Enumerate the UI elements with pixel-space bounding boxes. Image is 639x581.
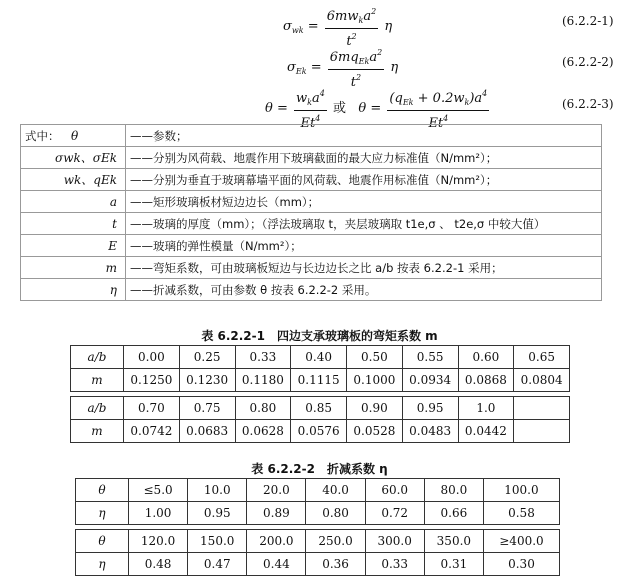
table-cell: 0.0934 — [402, 369, 458, 392]
table-cell: 150.0 — [188, 530, 247, 553]
table-cell: 0.0683 — [179, 420, 235, 443]
eq3-num2-mid: + 0.2w — [413, 91, 465, 106]
row-header: m — [71, 369, 124, 392]
definition-row — [21, 213, 602, 235]
definition-description: ——矩形玻璃板材短边边长（mm）； — [126, 191, 602, 213]
eq1-fraction — [325, 4, 378, 49]
definition-symbol — [21, 125, 126, 147]
table-row — [76, 502, 560, 525]
eq2-num-tail: a — [369, 50, 378, 65]
table-cell: 0.70 — [124, 397, 180, 420]
eq1-lhs-sub: wk — [291, 26, 304, 35]
equation-2-label: (6.2.2-2) — [562, 55, 614, 69]
equation-3: θ = $\frac{w_ka^4}{Et^4}$ 或 θ = $\frac{(q_{Ek} + 0.2w_k)a^4}{Et^4}$ — [265, 86, 491, 131]
eq1-num: 6mw — [326, 9, 359, 24]
eq3-lhs-2: θ — [358, 101, 367, 116]
definition-description: ——参数； — [126, 125, 602, 147]
table-cell: 300.0 — [365, 530, 424, 553]
table-cell: 0.48 — [129, 553, 188, 576]
eq3-num1-sub: k — [307, 98, 312, 107]
table-row — [71, 369, 570, 392]
table-cell: 0.1180 — [235, 369, 291, 392]
table-cell: 0.44 — [247, 553, 306, 576]
definition-symbol: wk、qEk — [21, 169, 126, 191]
table-cell: 0.40 — [291, 346, 347, 369]
row-header: a/b — [71, 346, 124, 369]
definition-row — [21, 191, 602, 213]
table-cell: 200.0 — [247, 530, 306, 553]
table-cell: 0.75 — [179, 397, 235, 420]
eq3-num2-sup: 4 — [482, 89, 488, 98]
eq2-num: 6mq — [329, 50, 359, 65]
table-cell: 40.0 — [306, 479, 365, 502]
equation-1-label: (6.2.2-1) — [562, 14, 614, 28]
definition-symbol-text: θ — [70, 128, 79, 143]
table-cell: 0.80 — [235, 397, 291, 420]
table-cell: 0.60 — [458, 346, 514, 369]
table-cell: 0.25 — [179, 346, 235, 369]
definition-symbol: m — [21, 257, 126, 279]
table-cell: 20.0 — [247, 479, 306, 502]
table-cell: 0.0804 — [514, 369, 570, 392]
table2 — [75, 478, 560, 576]
table-cell: 0.0528 — [347, 420, 403, 443]
row-header: η — [76, 502, 129, 525]
table-cell: 0.0576 — [291, 420, 347, 443]
table-cell: 0.00 — [124, 346, 180, 369]
table-row — [76, 530, 560, 553]
table-row — [76, 553, 560, 576]
table-cell: 0.0442 — [458, 420, 514, 443]
table-cell: 0.95 — [402, 397, 458, 420]
eq3-num1: w — [296, 91, 308, 106]
row-header: m — [71, 420, 124, 443]
definition-symbol: E — [21, 235, 126, 257]
definition-symbol: t — [21, 213, 126, 235]
table-cell: 0.89 — [247, 502, 306, 525]
eq3-num1-sup: 4 — [319, 89, 325, 98]
definition-row — [21, 147, 602, 169]
eq2-tail: η — [390, 60, 399, 75]
eq3-den2-sup: 4 — [443, 114, 449, 123]
table-cell: 10.0 — [188, 479, 247, 502]
eq1-num-sup: 2 — [371, 7, 377, 16]
eq2-lhs: σ — [287, 60, 296, 75]
eq2-num-sup: 2 — [377, 48, 383, 57]
eq1-den: t — [346, 34, 352, 49]
table-cell: 0.0628 — [235, 420, 291, 443]
table-cell: ≤5.0 — [129, 479, 188, 502]
definition-description: ——分别为风荷载、地震作用下玻璃截面的最大应力标准值（N/mm²）； — [126, 147, 602, 169]
eq2-den-sup: 2 — [356, 73, 362, 82]
table-cell: 0.31 — [424, 553, 483, 576]
table-cell: 0.90 — [347, 397, 403, 420]
row-header: η — [76, 553, 129, 576]
eq1-den-sup: 2 — [351, 32, 357, 41]
eq2-fraction — [328, 45, 384, 90]
table-cell: 0.72 — [365, 502, 424, 525]
table-cell: 0.66 — [424, 502, 483, 525]
eq2-lhs-sub: Ek — [295, 67, 307, 76]
equation-3-label: (6.2.2-3) — [562, 97, 614, 111]
table-cell: 0.0483 — [402, 420, 458, 443]
definition-row — [21, 279, 602, 301]
eq3-num2-sub2: k — [464, 98, 470, 107]
table-cell — [514, 397, 570, 420]
eq3-num1-tail: a — [312, 91, 320, 106]
table-cell: ≥400.0 — [483, 530, 559, 553]
table-cell — [514, 420, 570, 443]
table-row — [76, 479, 560, 502]
table-cell: 0.65 — [514, 346, 570, 369]
table-cell: 0.33 — [235, 346, 291, 369]
table-cell: 0.95 — [188, 502, 247, 525]
eq1-lhs: σ — [283, 19, 292, 34]
definition-description: ——分别为垂直于玻璃幕墙平面的风荷载、地震作用标准值（N/mm²）； — [126, 169, 602, 191]
table-row — [71, 420, 570, 443]
eq1-num-tail: a — [363, 9, 372, 24]
row-header: θ — [76, 479, 129, 502]
eq3-den1: Et — [300, 116, 316, 131]
table2-caption: 表 6.2.2-2 折减系数 η — [251, 462, 388, 476]
table-row — [71, 397, 570, 420]
table-cell: 250.0 — [306, 530, 365, 553]
table-cell: 0.47 — [188, 553, 247, 576]
definition-description: ——玻璃的厚度（mm）；（浮法玻璃取 t，夹层玻璃取 t1e,σ 、 t2e,σ 中较大值） — [126, 213, 602, 235]
table-cell: 0.85 — [291, 397, 347, 420]
definition-description: ——玻璃的弹性模量（N/mm²）； — [126, 235, 602, 257]
eq3-num2: (q — [389, 91, 403, 106]
eq3-den2: Et — [428, 116, 444, 131]
table-cell: 0.1250 — [124, 369, 180, 392]
table-cell: 100.0 — [483, 479, 559, 502]
eq3-num2-sub: Ek — [402, 98, 414, 107]
eq3-lhs: θ — [265, 101, 273, 116]
table-cell: 0.50 — [347, 346, 403, 369]
table-cell: 0.33 — [365, 553, 424, 576]
table-cell: 1.00 — [129, 502, 188, 525]
table-cell: 120.0 — [129, 530, 188, 553]
row-header: a/b — [71, 397, 124, 420]
definition-symbol: a — [21, 191, 126, 213]
table-cell: 0.30 — [483, 553, 559, 576]
definition-row — [21, 235, 602, 257]
table-cell: 0.55 — [402, 346, 458, 369]
table1-caption: 表 6.2.2-1 四边支承玻璃板的弯矩系数 m — [201, 329, 438, 343]
eq3-den1-sup: 4 — [315, 114, 321, 123]
equation-2: $\sigma_{Ek}$ = $\frac{6mq_{Ek}a^2}{t^2}$ η — [287, 45, 398, 90]
eq3-or: 或 — [333, 101, 347, 116]
table-cell: 1.0 — [458, 397, 514, 420]
definitions-table — [20, 124, 602, 301]
table-cell: 0.1000 — [347, 369, 403, 392]
table-cell: 0.1230 — [179, 369, 235, 392]
eq1-tail: η — [384, 19, 393, 34]
table-cell: 60.0 — [365, 479, 424, 502]
table-row — [71, 346, 570, 369]
table-cell: 80.0 — [424, 479, 483, 502]
definition-row — [21, 169, 602, 191]
eq3-num2-tail: )a — [469, 91, 483, 106]
definition-symbol: σwk、σEk — [21, 147, 126, 169]
row-header: θ — [76, 530, 129, 553]
eq2-num-sub: Ek — [358, 57, 370, 66]
definition-symbol: η — [21, 279, 126, 301]
table1 — [70, 345, 570, 443]
table-cell: 0.36 — [306, 553, 365, 576]
definitions-lead: 式中： — [25, 128, 60, 143]
definition-description: ——弯矩系数，可由玻璃板短边与长边边长之比 a/b 按表 6.2.2-1 采用； — [126, 257, 602, 279]
table-cell: 0.80 — [306, 502, 365, 525]
table-cell: 0.0868 — [458, 369, 514, 392]
table-cell: 0.1115 — [291, 369, 347, 392]
definition-description: ——折减系数，可由参数 θ 按表 6.2.2-2 采用。 — [126, 279, 602, 301]
definition-row — [21, 257, 602, 279]
table-cell: 350.0 — [424, 530, 483, 553]
eq2-den: t — [350, 75, 357, 90]
equation-1: $\sigma_{wk}$ = $\frac{6mw_ka^2}{t^2}$ η — [283, 4, 392, 49]
table-cell: 0.58 — [483, 502, 559, 525]
eq1-num-sub: k — [358, 16, 364, 25]
table-cell: 0.0742 — [124, 420, 180, 443]
definition-row — [21, 125, 602, 147]
